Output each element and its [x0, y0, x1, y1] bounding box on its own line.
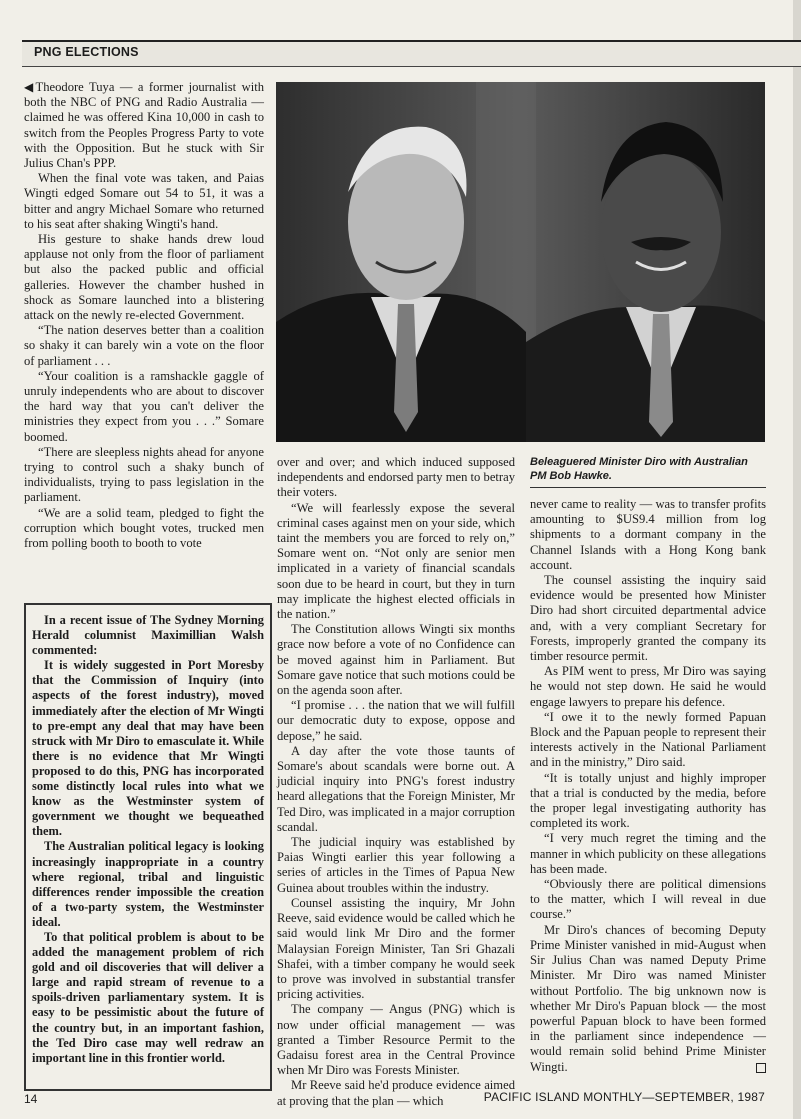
paragraph: When the final vote was taken, and Paias Wingti edged Somare out 54 to 51, it was a bitter and angry Michael Somare who returned to his seat after shaking Wingti's hand. [24, 171, 264, 231]
sidebar-paragraph: The Australian political legacy is looking increasingly inappropriate in a country where regional, tribal and linguistic differences render impossible the creation of a two-party system, the Westminster ideal. [32, 839, 264, 929]
page-number: 14 [24, 1092, 38, 1106]
paragraph: The Constitution allows Wingti six months grace now before a vote of no Confidence can be moved against him in Parliament. But Somare gave notice that such motions could be on the agenda soon after. [277, 622, 515, 698]
sidebar-paragraph: To that political problem is about to be added the management problem of rich gold and oil discoveries that will deliver a large and rapid stream of revenue to a spoils-driven parliamentary system. It is easy to be pessimistic about the future of the country but, in an important fashion, the Ted Diro case may well redraw an important line in this frontier world. [32, 929, 264, 1065]
continued-arrow-icon: ◀ [24, 80, 36, 94]
paragraph-text: Mr Diro's chances of becoming Deputy Prime Minister vanished in mid-August when Sir Julius Chan was named Deputy Prime Minister. Mr Diro was named Minister without Portfolio. The big unknown now is whether Mr Diro's Papuan block — the most powerful Papuan block to have been formed in the parliament since independence — would remain solid behind Prime Minister Wingti. [530, 922, 766, 1074]
column-2 [277, 455, 515, 1109]
magazine-footer: PACIFIC ISLAND MONTHLY—SEPTEMBER, 1987 [483, 1090, 765, 1104]
end-of-article-icon [756, 1063, 766, 1073]
paragraph: “Obviously there are political dimensions to the matter, which I will reveal in due course.” [530, 877, 766, 922]
paragraph: The judicial inquiry was established by Paias Wingti earlier this year following a series of articles in the Times of Papua New Guinea about troubles within the industry. [277, 835, 515, 895]
sidebar-quote-box [24, 603, 272, 1091]
paragraph: “I promise . . . the nation that we will fulfill our democratic duty to expose, oppose and depose,” he said. [277, 698, 515, 743]
paragraph: Counsel assisting the inquiry, Mr John Reeve, said evidence would be called which he said would link Mr Diro and the former Malaysian Foreign Minister, Tan Sri Ghazali Shafei, with a timber company he would seek to prove was involved in substantial transfer pricing activities. [277, 895, 515, 1002]
page-edge [793, 0, 801, 1119]
paragraph: “I owe it to the newly formed Papuan Block and the Papuan people to represent their interests actively in the National Parliament and in the ministry,” Diro said. [530, 709, 766, 770]
paragraph: “The nation deserves better than a coalition so shaky it can barely win a vote on the floor of parliament . . . [24, 323, 264, 368]
paragraph: “We will fearlessly expose the several criminal cases against men on your side, which taint the members you are forced to rely on,” Somare went on. “Not only are senior men implicated in a variety of financial scandals soon due to be heard in court, but they in turn may implicate the highest elected officials in the nation.” [277, 500, 515, 622]
section-header-bar [22, 40, 801, 67]
paragraph-text: Theodore Tuya — a former journalist with both the NBC of PNG and Radio Australia — claimed he was offered Kina 10,000 in cash to switch from the Peoples Progress Party to vote with the Opposition. But he stuck with Sir Julius Chan's PPP. [24, 80, 264, 171]
photo-diro-hawke [276, 82, 765, 442]
paragraph: The company — Angus (PNG) which is now under official management — was granted a Timber Resource Permit to the Gadaisu forest area in the Central Province when Mr Diro was Forests Minister. [277, 1002, 515, 1078]
paragraph: “I very much regret the timing and the manner in which publicity on these allegations has been made. [530, 831, 766, 876]
paragraph: Mr Reeve said he'd produce evidence aimed at proving that the plan — which [277, 1078, 515, 1108]
paragraph: “It is totally unjust and highly improper that a trial is conducted by the media, before the proper legal investigating authority has completed its work. [530, 770, 766, 831]
sidebar-paragraph: In a recent issue of The Sydney Morning Herald columnist Maximillian Walsh commented: [32, 613, 264, 658]
paragraph [530, 923, 766, 1075]
paragraph: The counsel assisting the inquiry said evidence would be presented how Minister Diro had short circuited departmental advice and, with a very compliant Secretary for Forests, improperly granted the company its timber resource permit. [530, 573, 766, 664]
column-1 [24, 80, 264, 551]
caption-divider [530, 487, 766, 488]
paragraph: His gesture to shake hands drew loud applause not only from the floor of parliament but also the packed public and official galleries. However the chamber hushed in shock as Somare launched into a blistering attack on the newly re-elected Government. [24, 232, 264, 323]
photo-caption: Beleaguered Minister Diro with Australian PM Bob Hawke. [530, 456, 748, 482]
paragraph: over and over; and which induced supposed independents and endorsed party men to betray their voters. [277, 455, 515, 500]
paragraph: “We are a solid team, pledged to fight the corruption which bought votes, trucked men from polling booth to booth to vote [24, 505, 264, 551]
paragraph: A day after the vote those taunts of Somare's about scandals were borne out. A judicial inquiry into PNG's forest industry heard allegations that the Foreign Minister, Mr Ted Diro, was implicated in a major corruption scandal. [277, 743, 515, 834]
photo-illustration [276, 82, 765, 442]
paragraph: “There are sleepless nights ahead for anyone trying to control such a shaky bunch of individualists, trying to pass legislation in the parliament. [24, 444, 264, 505]
sidebar-paragraph: It is widely suggested in Port Moresby that the Commission of Inquiry (into aspects of the forest industry), moved immediately after the election of Mr Wingti to pre-empt any deal that may have been struck with Mr Diro to emasculate it. While there is no evidence that Mr Wingti proposed to do this, PNG has incorporated some distinctly local rules into what we know as the Westminster system of government we thought we bequeathed them. [32, 658, 264, 839]
paragraph: As PIM went to press, Mr Diro was saying he would not step down. He said he would engage lawyers to prepare his defence. [530, 664, 766, 709]
section-title: PNG ELECTIONS [34, 45, 139, 59]
paragraph: “Your coalition is a ramshackle gaggle of unruly independents who are about to discover the hard way that you can't deliver the ministries they expect from you . . .” Somare boomed. [24, 368, 264, 444]
paragraph [24, 80, 264, 171]
paragraph: never came to reality — was to transfer profits amounting to $US9.4 million from log shipments to a dormant company in the Channel Islands with a Hong Kong bank account. [530, 497, 766, 572]
column-3 [530, 497, 766, 1075]
